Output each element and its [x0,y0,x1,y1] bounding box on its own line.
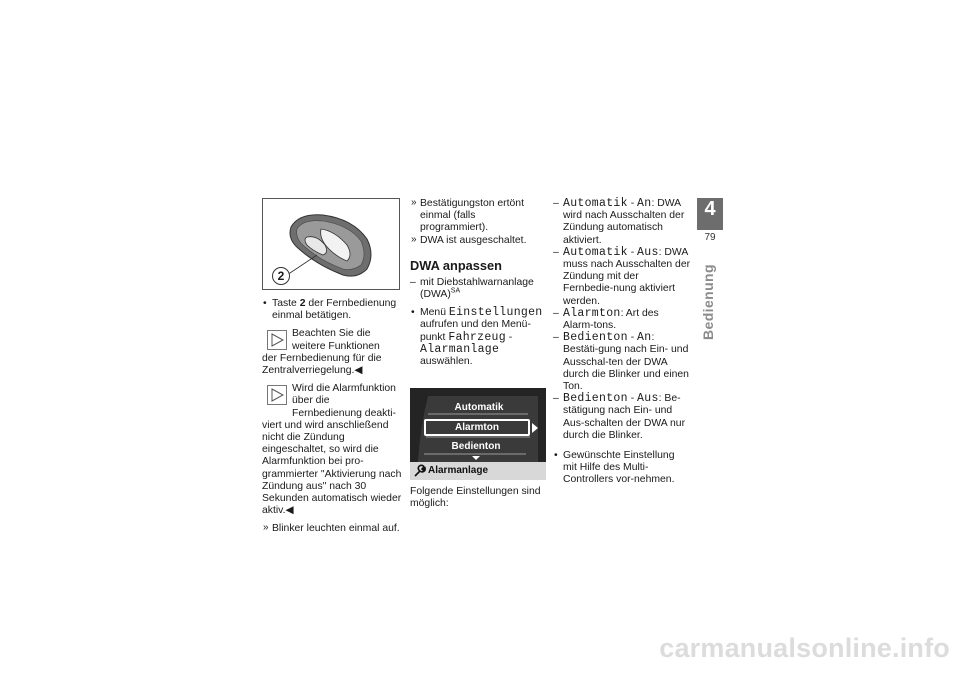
instruction-open-menu: • Menü Einstellungen aufrufen und den Menü-punkt Fahrzeug - Alarmanlage auswählen. [410,307,546,368]
result-indicators-flash: » Blinker leuchten einmal auf. [262,523,402,535]
option-automatik-aus: – Automatik - Aus: DWA muss nach Ausschalten der Zündung mit der Fernbedie-nung aktiviert werden. [553,247,691,308]
option-alarmton: – Alarmton: Art des Alarm-tons. [553,308,691,332]
display-footer [410,462,546,480]
prerequisite: – mit Diebstahlwarnanlage (DWA)$^{SA}$ [410,277,546,301]
result-dwa-off: » DWA ist ausgeschaltet. [410,235,546,247]
option-bedienton-an: – Bedienton - An: Bestäti-gung nach Ein- und Ausschal-ten der DWA durch die Blinker und einen Ton. [553,332,691,393]
note-central-locking: Beachten Sie die weitere Funktionen der Fernbedienung für die Zentralverriegelung.◀ [262,328,382,377]
menu-item-bedienton: Bedienton [451,441,501,453]
note-triangle-icon [267,330,287,350]
chapter-number: 4 [704,198,716,220]
chapter-tab-divider [697,228,723,230]
wrench-icon [413,464,427,478]
following-settings-text: Folgende Einstellungen sind möglich: [410,486,541,510]
display-footer-title: Alarmanlage [428,465,489,477]
result-confirmation-tone: » Bestätigungston ertönt einmal (falls programmiert). [410,198,546,235]
option-bedienton-aus: – Bedienton - Aus: Be-stätigung nach Ein- und Aus-schalten der DWA nur durch die Blinker. [553,393,691,442]
watermark: carmanualsonline.info [659,633,950,663]
note-alarm-reactivation: Wird die Alarmfunktion über die Fernbedienung deakti- viert und wird anschließend nicht die Zündung eingeschaltet, so wird die Alarmfunktion bei pro-grammierter "Aktivierung nach Zündung aus" nach 30 Sekunden automatisch wieder aktiv.◀ [262,383,402,517]
figure-callout-number: 2 [272,267,290,285]
chapter-tab [697,198,723,228]
menu-item-automatik: Automatik [454,402,504,414]
page-number: 79 [704,232,716,243]
instruction-press-key: • Taste 2 der Fernbedienung einmal betätigen. [262,298,402,322]
column-2 [410,198,546,511]
column-1 [262,198,402,536]
note-triangle-icon [267,385,287,405]
option-automatik-an: – Automatik - An: DWA wird nach Ausschalten der Zündung automatisch aktiviert. [553,198,691,247]
section-heading: DWA anpassen [410,257,502,273]
display-screenshot [410,388,546,480]
section-label: Bedienung [700,264,716,340]
key-fob-figure [262,198,400,290]
column-3 [553,198,691,493]
instruction-select-setting: • Gewünschte Einstellung mit Hilfe des Multi-Controllers vor-nehmen. [553,450,691,487]
menu-item-alarmton: Alarmton [455,422,499,434]
